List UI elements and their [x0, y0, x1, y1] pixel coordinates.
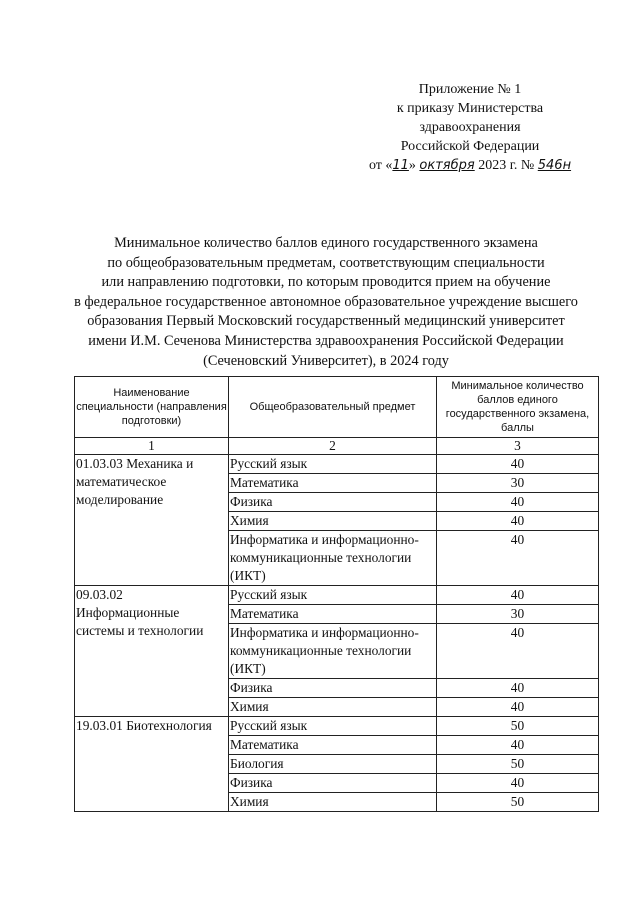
date-mid: »	[408, 158, 416, 173]
subject-cell: Информатика и информационно-коммуникационные технологии (ИКТ)	[229, 624, 437, 679]
score-cell: 30	[437, 605, 599, 624]
subject-cell: Химия	[229, 512, 437, 531]
title-line: имени И.М. Сеченова Министерства здравоохранения Российской Федерации	[88, 332, 564, 349]
score-cell: 30	[437, 474, 599, 493]
table-row	[75, 455, 599, 474]
title-line: в федеральное государственное автономное образовательное учреждение высшего	[74, 293, 578, 310]
score-cell: 40	[437, 531, 599, 586]
subject-cell: Математика	[229, 736, 437, 755]
title-line: по общеобразовательным предметам, соответствующим специальности	[107, 254, 545, 271]
header-subject: Общеобразовательный предмет	[229, 377, 437, 438]
column-number: 3	[437, 438, 599, 455]
order-date-line	[340, 156, 600, 175]
table-header-row	[75, 377, 599, 438]
score-cell: 40	[437, 774, 599, 793]
date-year: 2023 г. №	[478, 158, 535, 173]
subject-cell: Химия	[229, 793, 437, 812]
specialty-cell: 09.03.02 Информационные системы и технологии	[75, 586, 229, 717]
score-cell: 40	[437, 624, 599, 679]
score-cell: 40	[437, 679, 599, 698]
score-cell: 50	[437, 717, 599, 736]
column-number: 2	[229, 438, 437, 455]
score-cell: 50	[437, 755, 599, 774]
title-line: (Сеченовский Университет), в 2024 году	[203, 352, 449, 369]
appendix-line: здравоохранения	[419, 120, 521, 135]
title-line: образования Первый Московский государственный медицинский университет	[87, 313, 565, 330]
subject-cell: Русский язык	[229, 455, 437, 474]
title-line: или направлению подготовки, по которым проводится прием на обучение	[101, 274, 551, 291]
appendix-header	[340, 80, 600, 175]
subject-cell: Русский язык	[229, 717, 437, 736]
date-month: октября	[419, 158, 475, 173]
subject-cell: Физика	[229, 774, 437, 793]
table-row	[75, 717, 599, 736]
score-cell: 50	[437, 793, 599, 812]
score-cell: 40	[437, 698, 599, 717]
table-row	[75, 586, 599, 605]
specialty-cell: 19.03.01 Биотехнология	[75, 717, 229, 812]
score-cell: 40	[437, 493, 599, 512]
date-prefix: от «	[368, 158, 393, 173]
score-cell: 40	[437, 586, 599, 605]
score-cell: 40	[437, 736, 599, 755]
subject-cell: Русский язык	[229, 586, 437, 605]
subject-cell: Математика	[229, 474, 437, 493]
subject-cell: Информатика и информационно-коммуникационные технологии (ИКТ)	[229, 531, 437, 586]
scores-table	[74, 376, 599, 812]
title-line: Минимальное количество баллов единого государственного экзамена	[114, 235, 538, 251]
header-specialty: Наименование специальности (направления подготовки)	[75, 377, 229, 438]
subject-cell: Биология	[229, 755, 437, 774]
document-title	[56, 234, 596, 371]
appendix-line: к приказу Министерства	[396, 101, 544, 116]
subject-cell: Химия	[229, 698, 437, 717]
specialty-cell: 01.03.03 Механика и математическое моделирование	[75, 455, 229, 586]
subject-cell: Физика	[229, 493, 437, 512]
date-day: 11	[392, 158, 409, 173]
subject-cell: Математика	[229, 605, 437, 624]
subject-cell: Физика	[229, 679, 437, 698]
header-min-score: Минимальное количество баллов единого государственного экзамена, баллы	[437, 377, 599, 438]
column-number: 1	[75, 438, 229, 455]
appendix-line: Приложение № 1	[418, 82, 522, 97]
score-cell: 40	[437, 512, 599, 531]
column-number-row	[75, 438, 599, 455]
appendix-line: Российской Федерации	[400, 139, 540, 154]
score-cell: 40	[437, 455, 599, 474]
order-number: 546н	[537, 158, 572, 173]
